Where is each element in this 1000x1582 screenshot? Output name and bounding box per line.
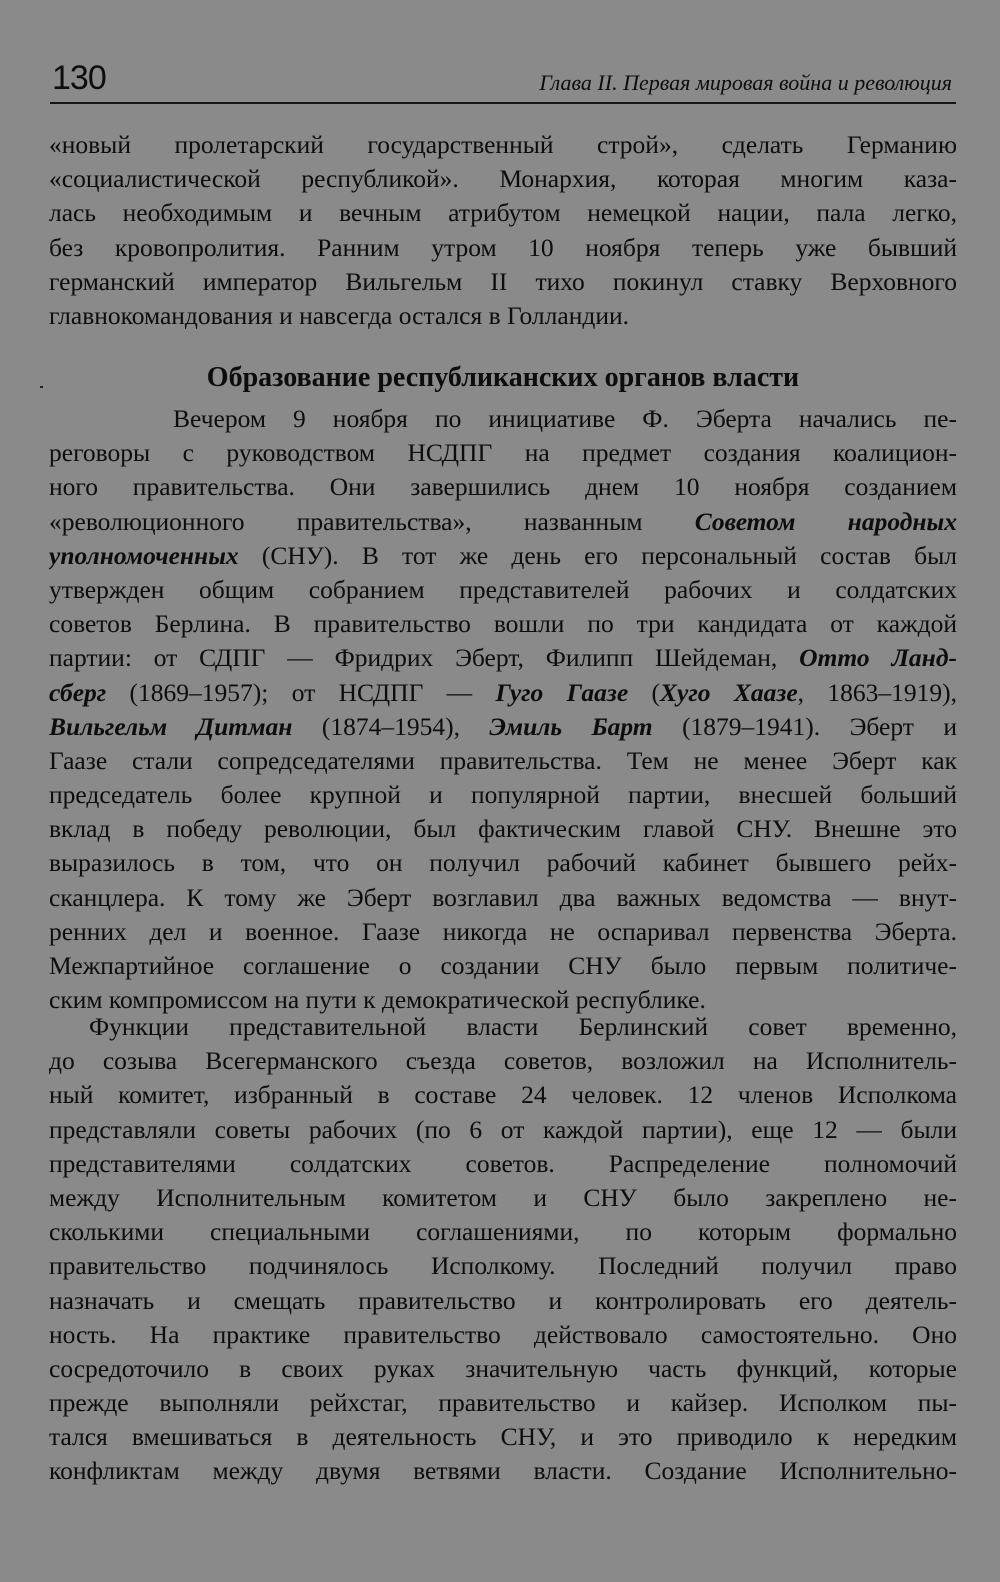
text-line: между Исполнительным комитетом и СНУ было закреплено не- [49, 1182, 957, 1212]
paragraph-1 [49, 402, 957, 1017]
text-line: ный комитет, избранный в составе 24 человек. 12 членов Исполкома [49, 1080, 957, 1110]
text-line [49, 676, 957, 710]
text-run: (1874–1954), [292, 711, 490, 741]
text-line: до созыва Всегерманского съезда советов, возложил на Исполнитель- [49, 1046, 957, 1076]
text-line [49, 539, 957, 573]
text-line: правительство подчинялось Исполкому. Последний получил право [49, 1251, 957, 1281]
text-line: конфликтам между двумя ветвями власти. Создание Исполнительно- [49, 1456, 957, 1486]
emphasized-name: Вильгельм Дитман [49, 711, 293, 741]
text-line: без кровопролития. Ранним утром 10 ноября теперь уже бывший [49, 232, 957, 262]
text-line [49, 641, 957, 675]
text-line [49, 505, 957, 539]
running-title: Глава II. Первая мировая война и революция [539, 70, 952, 95]
text-line: главнокомандования и навсегда остался в Голландии. [49, 300, 629, 330]
emphasized-term: уполномоченных [49, 540, 239, 570]
text-run: , 1863–1919), [797, 677, 957, 707]
text-line: «социалистической республикой». Монархия, которая многим каза- [49, 164, 957, 194]
scan-speck [40, 386, 43, 388]
emphasized-name: Гуго Гаазе [495, 677, 629, 707]
text-line: ность. На практике правительство действовало самостоятельно. Оно [49, 1319, 957, 1349]
text-line: германский император Вильгельм II тихо покинул ставку Верховного [49, 266, 957, 296]
text-line: утвержден общим собранием представителей рабочих и солдатских [49, 574, 957, 604]
text-line: ного правительства. Они завершились днем 10 ноября созданием [49, 472, 957, 502]
section-heading: Образование республиканских органов власти [206, 362, 800, 393]
text-line: прежде выполняли рейхстаг, правительство и кайзер. Исполком пы- [49, 1388, 957, 1418]
text-run: «революционного правительства», названным [49, 506, 695, 536]
text-line [49, 710, 957, 744]
emphasized-name: Хуго Хаазе [660, 677, 798, 707]
text-line: Гаазе стали сопредседателями правительства. Тем не менее Эберт как [49, 745, 957, 775]
intro-paragraph [49, 128, 957, 333]
emphasized-name: Эмиль Барт [489, 711, 653, 741]
text-line: вклад в победу революции, был фактическим главой СНУ. Внешне это [49, 814, 957, 844]
text-run: ( [628, 677, 661, 707]
text-run: (СНУ). В тот же день его персональный состав был [238, 540, 957, 570]
emphasized-name: Отто Ланд- [799, 643, 957, 673]
text-line: Вечером 9 ноября по инициативе Ф. Эберта начались пе- [173, 404, 957, 433]
text-line: сколькими специальными соглашениями, по которым формально [49, 1217, 957, 1247]
text-line: «новый пролетарский государственный строй», сделать Германию [49, 130, 957, 159]
paragraph-2 [49, 1010, 957, 1489]
text-run: (1879–1941). Эберт и [652, 711, 957, 741]
text-line: представляли советы рабочих (по 6 от каждой партии), еще 12 — были [49, 1114, 957, 1144]
emphasized-name: сберг [49, 677, 107, 707]
page-number: 130 [52, 59, 106, 97]
text-line: председатель более крупной и популярной партии, внесшей больший [49, 780, 957, 810]
text-run: (1869–1957); от НСДПГ — [106, 677, 496, 707]
text-line: ским компромиссом на пути к демократической республике. [49, 985, 706, 1015]
text-run: партии: от СДПГ — Фридрих Эберт, Филипп Шейдеман, [49, 643, 800, 673]
text-line: представителями солдатских советов. Распределение полномочий [49, 1148, 957, 1178]
emphasized-term: Советом народных [694, 506, 957, 536]
page-header [50, 58, 956, 104]
text-line: советов Берлина. В правительство вошли по три кандидата от каждой [49, 609, 957, 639]
text-line: назначать и смещать правительство и контролировать его деятель- [49, 1285, 957, 1315]
text-line: тался вмешиваться в деятельность СНУ, и это приводило к нередким [49, 1422, 957, 1452]
text-line: ренних дел и военное. Гаазе никогда не оспаривал первенства Эберта. [49, 916, 957, 946]
text-line: сосредоточило в своих руках значительную часть функций, которые [49, 1353, 957, 1383]
text-line: Функции представительной власти Берлинский совет временно, [89, 1012, 957, 1041]
text-line: сканцлера. К тому же Эберт возглавил два важных ведомства — внут- [49, 882, 957, 912]
text-line: Межпартийное соглашение о создании СНУ было первым политиче- [49, 951, 957, 980]
text-line: лась необходимым и вечным атрибутом немецкой нации, пала легко, [49, 198, 957, 228]
text-line: реговоры с руководством НСДПГ на предмет создания коалицион- [49, 438, 957, 468]
text-line: выразилось в том, что он получил рабочий кабинет бывшего рейх- [49, 848, 957, 878]
